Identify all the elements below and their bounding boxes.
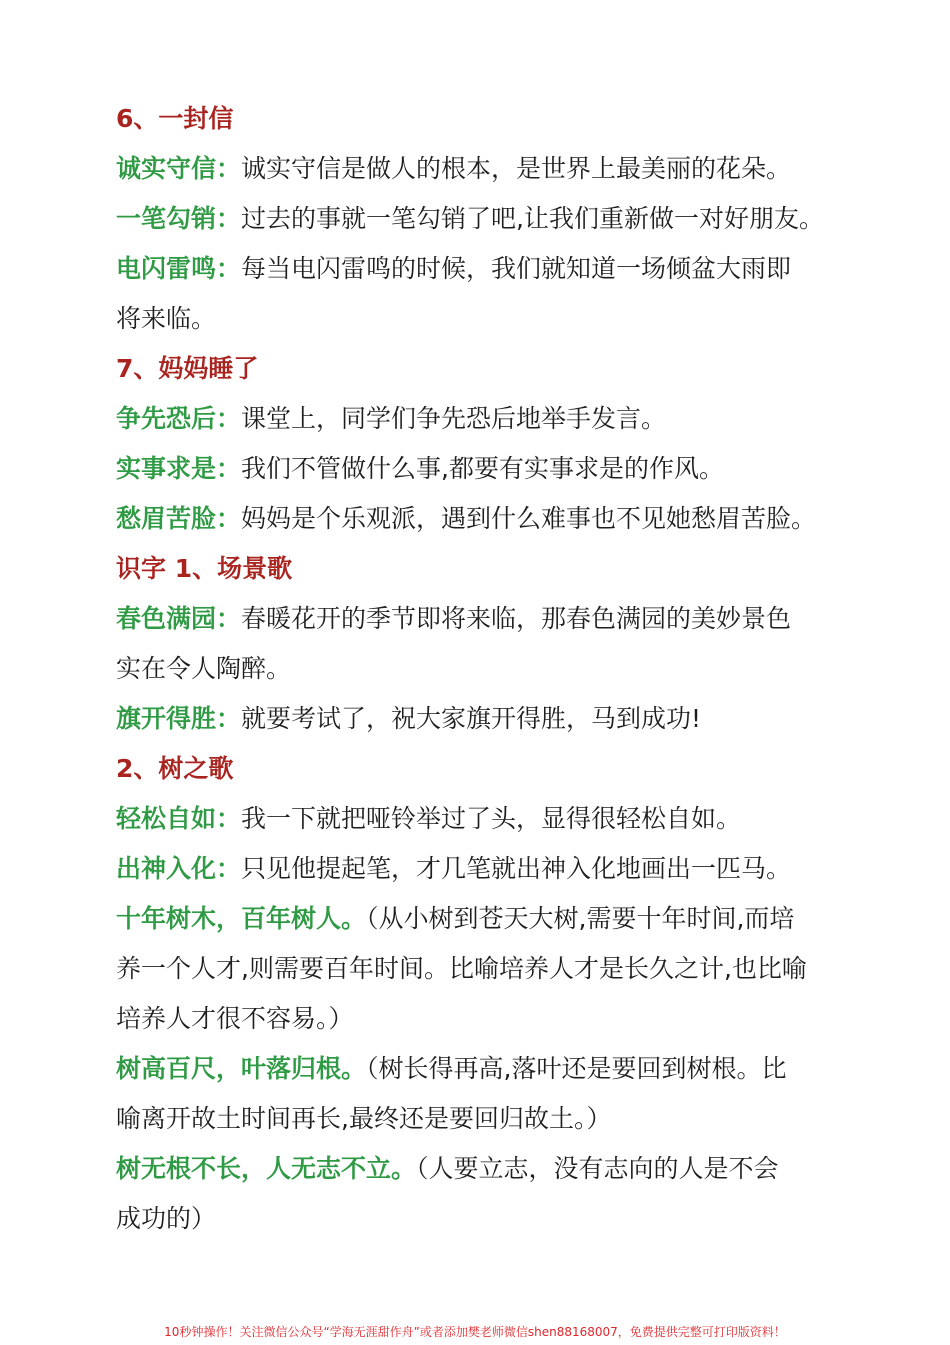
proverb-explanation: （从小树到苍天大树,需要十年时间,而培	[366, 904, 795, 933]
proverb-explanation: （人要立志，没有志向的人是不会	[416, 1154, 779, 1183]
idiom-term: 诚实守信：	[116, 154, 242, 183]
proverb-entry	[116, 901, 846, 937]
proverb-explanation: （树长得再高,落叶还是要回到树根。比	[366, 1054, 787, 1083]
idiom-example: 我们不管做什么事,都要有实事求是的作风。	[241, 454, 724, 483]
idiom-example: 只见他提起笔，才几笔就出神入化地画出一匹马。	[241, 854, 792, 883]
proverb-explanation-continued: 培养人才很不容易。）	[116, 1004, 354, 1033]
proverb-explanation-continued: 成功的）	[116, 1204, 217, 1233]
proverb-entry	[116, 1051, 846, 1087]
idiom-entry	[116, 501, 846, 537]
proverb-term: 十年树木，百年树人。	[116, 904, 367, 933]
idiom-example: 春暖花开的季节即将来临，那春色满园的美妙景色	[241, 604, 792, 633]
idiom-term: 旗开得胜：	[116, 704, 242, 733]
idiom-term: 出神入化：	[116, 854, 242, 883]
idiom-example-continued: 实在令人陶醉。	[116, 654, 292, 683]
section-heading: 6、一封信	[116, 104, 234, 133]
idiom-term: 春色满园：	[116, 604, 242, 633]
idiom-example: 每当电闪雷鸣的时候，我们就知道一场倾盆大雨即	[241, 254, 792, 283]
proverb-explanation-continued: 养一个人才,则需要百年时间。比喻培养人才是长久之计,也比喻	[116, 954, 807, 983]
idiom-example-continued: 将来临。	[116, 304, 217, 333]
idiom-entry	[116, 451, 846, 487]
proverb-term: 树无根不长，人无志不立。	[116, 1154, 417, 1183]
idiom-term: 实事求是：	[116, 454, 242, 483]
idiom-entry	[116, 601, 846, 637]
idiom-example: 课堂上，同学们争先恐后地举手发言。	[241, 404, 667, 433]
idiom-example: 过去的事就一笔勾销了吧,让我们重新做一对好朋友。	[241, 204, 824, 233]
proverb-term: 树高百尺，叶落归根。	[116, 1054, 367, 1083]
section-heading: 识字 1、场景歌	[116, 554, 293, 583]
idiom-term: 轻松自如：	[116, 804, 242, 833]
idiom-example: 我一下就把哑铃举过了头，显得很轻松自如。	[241, 804, 742, 833]
idiom-example: 就要考试了，祝大家旗开得胜，马到成功!	[241, 704, 702, 733]
idiom-term: 愁眉苦脸：	[116, 504, 242, 533]
section-heading: 2、树之歌	[116, 754, 234, 783]
footer-promo-text: 10秒钟操作！关注微信公众号“学海无涯甜作舟”或者添加樊老师微信shen88168007，免费提供完整可打印版资料！	[164, 1325, 786, 1339]
proverb-explanation-continued: 喻离开故土时间再长,最终还是要回归故土。）	[116, 1104, 612, 1133]
idiom-term: 一笔勾销：	[116, 204, 242, 233]
idiom-term: 电闪雷鸣：	[116, 254, 242, 283]
idiom-entry	[116, 201, 846, 237]
idiom-term: 争先恐后：	[116, 404, 242, 433]
idiom-entry	[116, 401, 846, 437]
idiom-example: 妈妈是个乐观派，遇到什么难事也不见她愁眉苦脸。	[241, 504, 817, 533]
section-heading: 7、妈妈睡了	[116, 354, 259, 383]
idiom-example: 诚实守信是做人的根本，是世界上最美丽的花朵。	[241, 154, 792, 183]
idiom-entry	[116, 701, 846, 737]
proverb-entry	[116, 1151, 846, 1187]
idiom-entry	[116, 851, 846, 887]
idiom-entry	[116, 251, 846, 287]
idiom-entry	[116, 801, 846, 837]
idiom-entry	[116, 151, 846, 187]
